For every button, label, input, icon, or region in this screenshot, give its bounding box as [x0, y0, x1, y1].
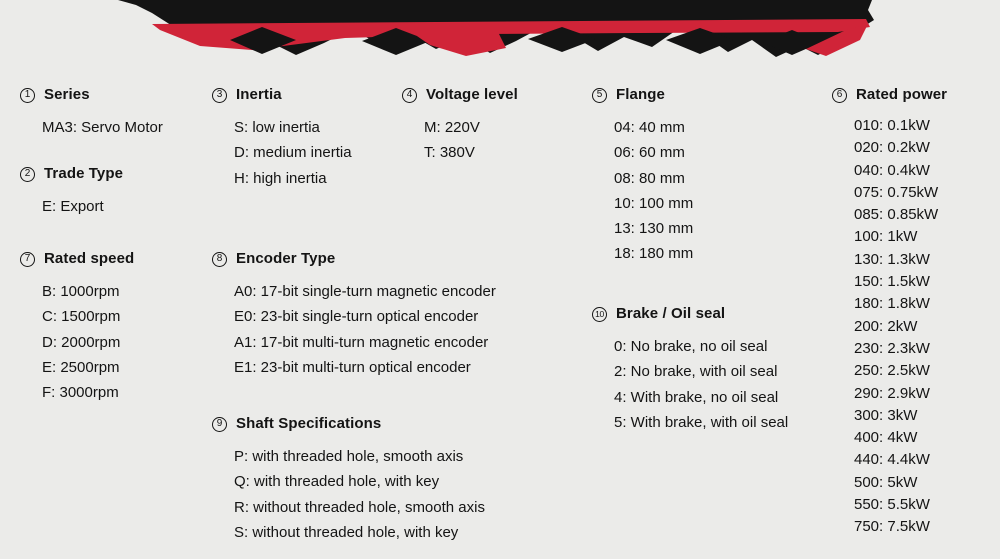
spec-item: 200: 2kW — [854, 317, 918, 335]
spec-item: 130: 1.3kW — [854, 250, 930, 268]
section-items — [424, 115, 518, 166]
section-items — [614, 115, 693, 267]
section-items — [614, 334, 788, 435]
section-title: Flange — [616, 86, 665, 103]
section-title: Rated speed — [44, 250, 135, 267]
spec-item: 400: 4kW — [854, 429, 918, 447]
section-title: Inertia — [236, 86, 282, 103]
section-voltage-level — [402, 86, 518, 166]
spec-item: B: 1000rpm — [42, 283, 120, 300]
spec-item: 06: 60 mm — [614, 144, 685, 162]
section-header — [832, 86, 947, 104]
section-header — [20, 250, 134, 268]
section-title: Encoder Type — [236, 250, 336, 267]
spec-item: 5: With brake, with oil seal — [614, 413, 789, 431]
section-header — [212, 250, 496, 268]
spec-item: A1: 17-bit multi-turn magnetic encoder — [234, 333, 489, 351]
section-items — [234, 279, 496, 380]
spec-item: 550: 5.5kW — [854, 496, 930, 514]
spec-item: S: without threaded hole, with key — [234, 523, 459, 541]
circled-number: 3 — [212, 88, 227, 103]
section-title: Series — [44, 86, 90, 103]
section-rated-speed — [20, 250, 134, 405]
spec-item: 150: 1.5kW — [854, 273, 930, 291]
section-encoder-type — [212, 250, 496, 380]
section-brake-oil-seal — [592, 305, 788, 435]
spec-item: 18: 180 mm — [614, 245, 694, 263]
spec-item: T: 380V — [424, 144, 475, 162]
section-series — [20, 86, 163, 140]
section-title: Shaft Specifications — [236, 415, 382, 432]
spec-item: 4: With brake, no oil seal — [614, 388, 779, 406]
spec-item: 230: 2.3kW — [854, 339, 930, 357]
section-title: Voltage level — [426, 86, 518, 103]
spec-item: 180: 1.8kW — [854, 295, 930, 313]
spec-item: 010: 0.1kW — [854, 117, 930, 134]
spec-item: 750: 7.5kW — [854, 518, 930, 536]
section-trade-type — [20, 165, 123, 219]
section-title: Trade Type — [44, 165, 124, 182]
spec-item: Q: with threaded hole, with key — [234, 473, 440, 491]
section-items — [234, 444, 485, 545]
circled-number: 6 — [832, 88, 847, 103]
spec-item: D: medium inertia — [234, 144, 352, 162]
spec-item: 300: 3kW — [854, 406, 918, 424]
spec-item: 100: 1kW — [854, 228, 918, 246]
spec-item: 040: 0.4kW — [854, 161, 930, 179]
spec-item: MA3: Servo Motor — [42, 119, 163, 136]
spec-item: E: Export — [42, 198, 104, 215]
spec-item: E1: 23-bit multi-turn optical encoder — [234, 358, 471, 376]
spec-item: A0: 17-bit single-turn magnetic encoder — [234, 283, 496, 300]
model-code-banner-graphic — [0, 0, 1000, 60]
spec-item: M: 220V — [424, 119, 480, 136]
section-header — [592, 305, 788, 323]
section-header — [212, 415, 485, 433]
section-title: Brake / Oil seal — [616, 305, 726, 322]
circled-number: 4 — [402, 88, 417, 103]
spec-item: H: high inertia — [234, 169, 327, 187]
section-items — [42, 115, 163, 140]
section-header — [212, 86, 352, 104]
section-flange — [592, 86, 693, 267]
section-header — [20, 86, 163, 104]
circled-number: 5 — [592, 88, 607, 103]
section-items — [42, 194, 123, 219]
section-title: Rated power — [856, 86, 948, 103]
section-header — [402, 86, 518, 104]
spec-item: 08: 80 mm — [614, 169, 685, 187]
spec-item: E: 2500rpm — [42, 358, 120, 376]
spec-item: 085: 0.85kW — [854, 206, 939, 224]
spec-item: 13: 130 mm — [614, 220, 694, 238]
spec-item: E0: 23-bit single-turn optical encoder — [234, 308, 479, 326]
section-items — [854, 115, 947, 539]
section-header — [20, 165, 123, 183]
circled-number: 1 — [20, 88, 35, 103]
section-inertia — [212, 86, 352, 191]
spec-item: R: without threaded hole, smooth axis — [234, 498, 485, 516]
spec-item: 075: 0.75kW — [854, 183, 939, 201]
section-items — [42, 279, 134, 405]
spec-item: 500: 5kW — [854, 473, 918, 491]
spec-item: 04: 40 mm — [614, 119, 685, 136]
spec-item: S: low inertia — [234, 119, 320, 136]
circled-number: 7 — [20, 252, 35, 267]
circled-number: 2 — [20, 167, 35, 182]
circled-number: 10 — [592, 307, 607, 322]
model-code-banner — [0, 0, 1000, 60]
section-items — [234, 115, 352, 191]
circled-number: 9 — [212, 417, 227, 432]
spec-item: D: 2000rpm — [42, 333, 121, 351]
spec-item: C: 1500rpm — [42, 308, 121, 326]
spec-item: 10: 100 mm — [614, 194, 694, 212]
section-rated-power — [832, 86, 947, 539]
spec-item: F: 3000rpm — [42, 384, 119, 402]
spec-item: 2: No brake, with oil seal — [614, 363, 778, 381]
section-shaft-specifications — [212, 415, 485, 545]
spec-item: 0: No brake, no oil seal — [614, 338, 768, 355]
spec-item: 250: 2.5kW — [854, 362, 930, 380]
spec-item: 290: 2.9kW — [854, 384, 930, 402]
spec-item: P: with threaded hole, smooth axis — [234, 448, 464, 465]
spec-item: 020: 0.2kW — [854, 139, 930, 157]
spec-item: 440: 4.4kW — [854, 451, 930, 469]
circled-number: 8 — [212, 252, 227, 267]
section-header — [592, 86, 693, 104]
